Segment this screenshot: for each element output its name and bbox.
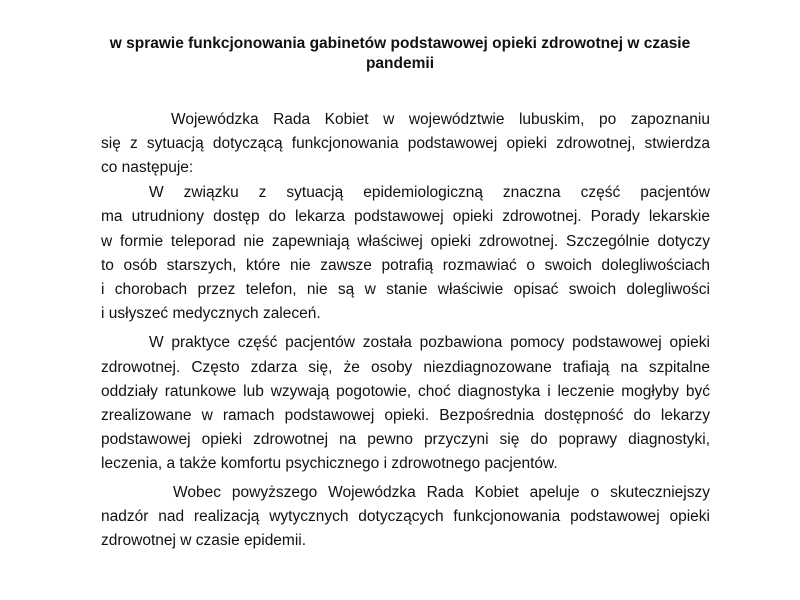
document-title — [90, 34, 710, 74]
text-line: leczenia, a także komfortu psychicznego i zdrowotnego pacjentów. — [101, 455, 558, 473]
text-line: Wojewódzka Rada Kobiet w województwie lubuskim, po zapoznaniu — [171, 111, 710, 128]
text-line: i chorobach przez telefon, nie są w stanie właściwie opisać swoich dolegliwości — [101, 280, 710, 298]
paragraph-appeal — [101, 481, 710, 554]
text-line: podstawowej opieki zdrowotnej na pewno przyczyni się do poprawy diagnostyki, — [101, 431, 710, 449]
text-line: Wobec powyższego Wojewódzka Rada Kobiet apeluje o skuteczniejszy — [173, 483, 710, 501]
text-line: zrealizowane w ramach podstawowej opieki. Bezpośrednia dostępność do lekarzy — [101, 406, 710, 424]
paragraph-practice — [101, 331, 710, 476]
text-line: zdrowotnej. Często zdarza się, że osoby niezdiagnozowane trafiają na szpitalne — [101, 358, 710, 376]
text-line: W praktyce część pacjentów została pozbawiona pomocy podstawowej opieki — [149, 334, 710, 352]
text-line: co następuje: — [101, 159, 194, 177]
text-line: w formie teleporad nie zapewniają właściwej opieki zdrowotnej. Szczególnie dotyczy — [101, 232, 710, 250]
document-title-line: w sprawie funkcjonowania gabinetów podstawowej opieki zdrowotnej w czasie — [109, 35, 691, 52]
document-body — [101, 108, 710, 553]
text-line: ma utrudniony dostęp do lekarza podstawowej opieki zdrowotnej. Porady lekarskie — [101, 208, 710, 226]
paragraph-intro — [101, 108, 710, 181]
text-line: W związku z sytuacją epidemiologiczną znaczna część pacjentów — [149, 184, 710, 202]
text-line: się z sytuacją dotyczącą funkcjonowania podstawowej opieki zdrowotnej, stwierdza — [101, 135, 710, 153]
document-title-line: pandemii — [365, 55, 435, 72]
paragraph-access — [101, 181, 710, 326]
text-line: zdrowotnej w czasie epidemii. — [101, 531, 307, 549]
text-line: to osób starszych, które nie zawsze potrafią rozmawiać o swoich dolegliwościach — [101, 256, 710, 274]
text-line: nadzór nad realizacją wytycznych dotyczących funkcjonowania podstawowej opieki — [101, 507, 710, 525]
text-line: oddziały ratunkowe lub wzywają pogotowie, choć diagnostyka i leczenie mogłyby być — [101, 382, 710, 400]
text-line: i usłyszeć medycznych zaleceń. — [101, 305, 321, 323]
